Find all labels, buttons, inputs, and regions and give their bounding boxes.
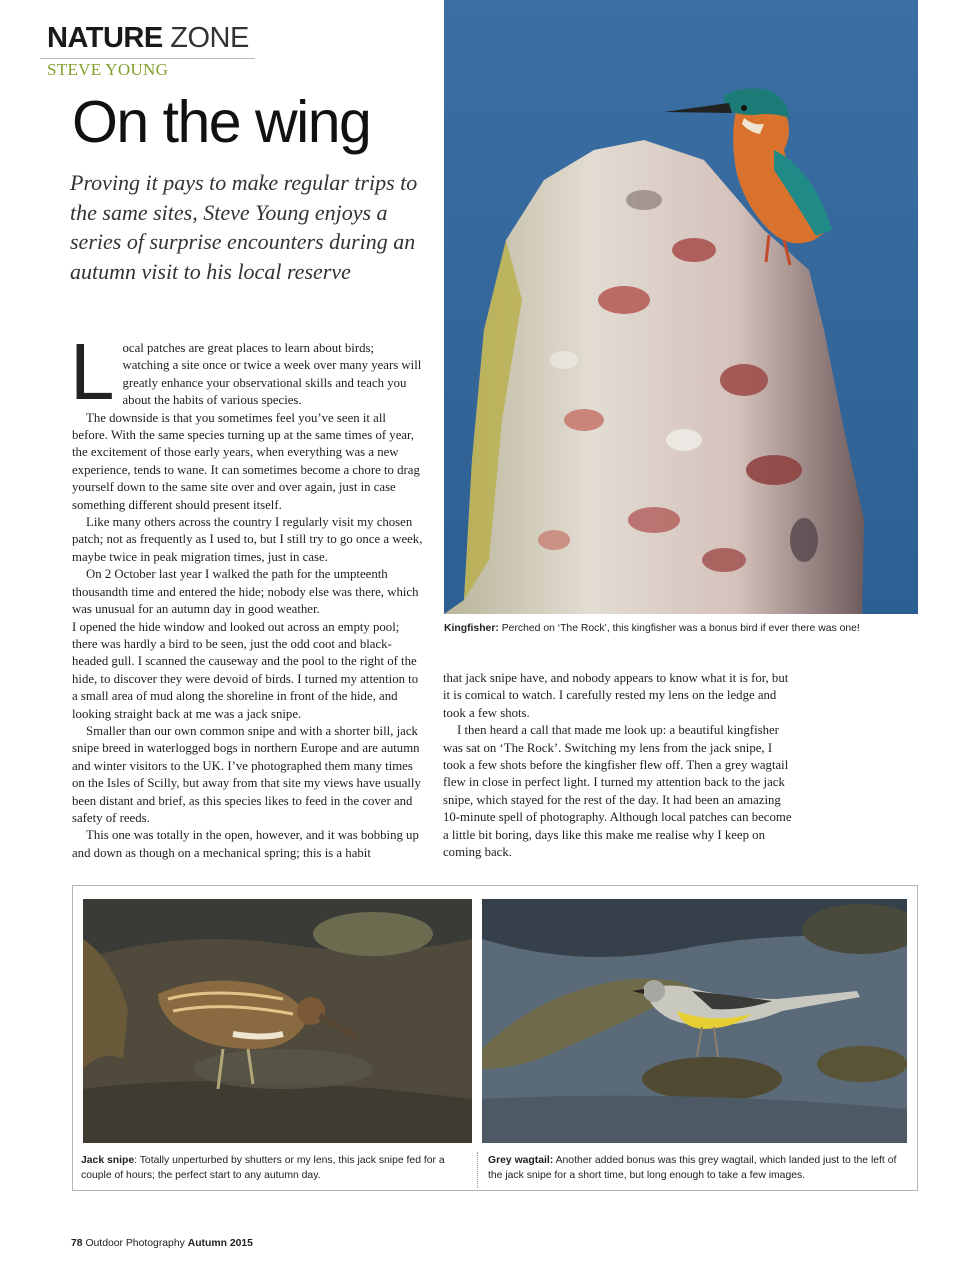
caption-label: Grey wagtail: — [488, 1155, 554, 1166]
page-folio — [71, 1238, 253, 1249]
jack-snipe-caption — [81, 1154, 466, 1183]
caption-text: : Totally unperturbed by shutters or my lens, this jack snipe fed for a couple of hours; the perfect start to any autumn day. — [81, 1155, 445, 1181]
section-title-light: ZONE — [170, 22, 249, 54]
caption-divider — [477, 1152, 478, 1188]
grey-wagtail-caption — [488, 1154, 903, 1183]
paragraph: This one was totally in the open, however, and it was bobbing up and down as though on a mechanical spring; this is a habit — [72, 828, 419, 860]
page-number: 78 — [71, 1238, 83, 1249]
paragraph: ocal patches are great places to learn about birds; watching a site once or twice a week over many years will greatly enhance your observational skills and teach you about the habits of various species. — [122, 341, 422, 408]
paragraph: I opened the hide window and looked out across an empty pool; there was hardly a bird to be seen, just the odd coot and black-headed gull. I scanned the causeway and the pool to the right of the hide, to discover they were devoid of birds. I turned my attention to a small area of mud along the shoreline in front of the hide, and looking straight back at me was a jack snipe. — [72, 619, 419, 721]
paragraph: Smaller than our own common snipe and with a shorter bill, jack snipe breed in waterlogged bogs in northern Europe and are autumn and winter visitors to the UK. I’ve photographed them many times on the Isles of Scilly, but away from that site my views have usually been distant and brief, as this species likes to feed in the cover and safety of reeds. — [72, 723, 421, 825]
drop-cap: L — [70, 327, 115, 416]
standfirst: Proving it pays to make regular trips to the same sites, Steve Young enjoys a series of surprise encounters during an autumn visit to his local reserve — [70, 170, 418, 284]
caption-text: Perched on ‘The Rock’, this kingfisher was a bonus bird if ever there was one! — [498, 623, 860, 634]
caption-text: Another added bonus was this grey wagtail, which landed just to the left of the jack snipe for a short time, but long enough to take a few images. — [488, 1155, 897, 1181]
paragraph: that jack snipe have, and nobody appears to know what it is for, but it is comical to watch. I carefully rested my lens on the ledge and took a few shots. — [443, 671, 789, 720]
section-rule — [40, 58, 255, 59]
paragraph: On 2 October last year I walked the path for the umpteenth thousandth time and entered the hide; nobody else was there, which was unusual for an autumn day in good weather. — [72, 567, 419, 617]
paragraph: I then heard a call that made me look up: a beautiful kingfisher was sat on ‘The Rock’. Switching my lens from the jack snipe, I took a few shots before the kingfisher flew off. Then a grey wagtail flew in close in perfect light. I turned my attention back to the jack snipe, which stayed for the rest of the day. It had been an amazing 10-minute spell of photography. Although local patches can become a little bit boring, days like this make me realise why I keep on coming back. — [443, 723, 792, 860]
kingfisher-photo — [444, 0, 918, 614]
section-title — [47, 24, 249, 53]
jack-snipe-photo — [83, 899, 472, 1143]
section-title-bold: NATURE — [47, 22, 163, 54]
grey-wagtail-photo — [482, 899, 907, 1143]
caption-label: Jack snipe — [81, 1155, 135, 1166]
paragraph: The downside is that you sometimes feel you’ve seen it all before. With the same species turning up at the same times of year, the excitement of those early years, when everything was a new experience, tends to wane. It can sometimes become a chore to drag yourself down to the same site over and over again, just in case something different should present itself. — [72, 410, 420, 512]
body-column-2 — [443, 670, 798, 861]
author-byline: STEVE YOUNG — [47, 60, 169, 79]
kingfisher-caption — [444, 623, 924, 634]
body-column-1 — [70, 327, 424, 862]
paragraph: Like many others across the country I regularly visit my chosen patch; not as frequently as I used to, but I still try to go once a week, maybe twice in peak migration times, just in case. — [72, 515, 423, 564]
caption-label: Kingfisher: — [444, 623, 499, 634]
magazine-name: Outdoor Photography — [82, 1238, 188, 1249]
issue-name: Autumn 2015 — [187, 1238, 253, 1249]
headline: On the wing — [72, 89, 371, 155]
